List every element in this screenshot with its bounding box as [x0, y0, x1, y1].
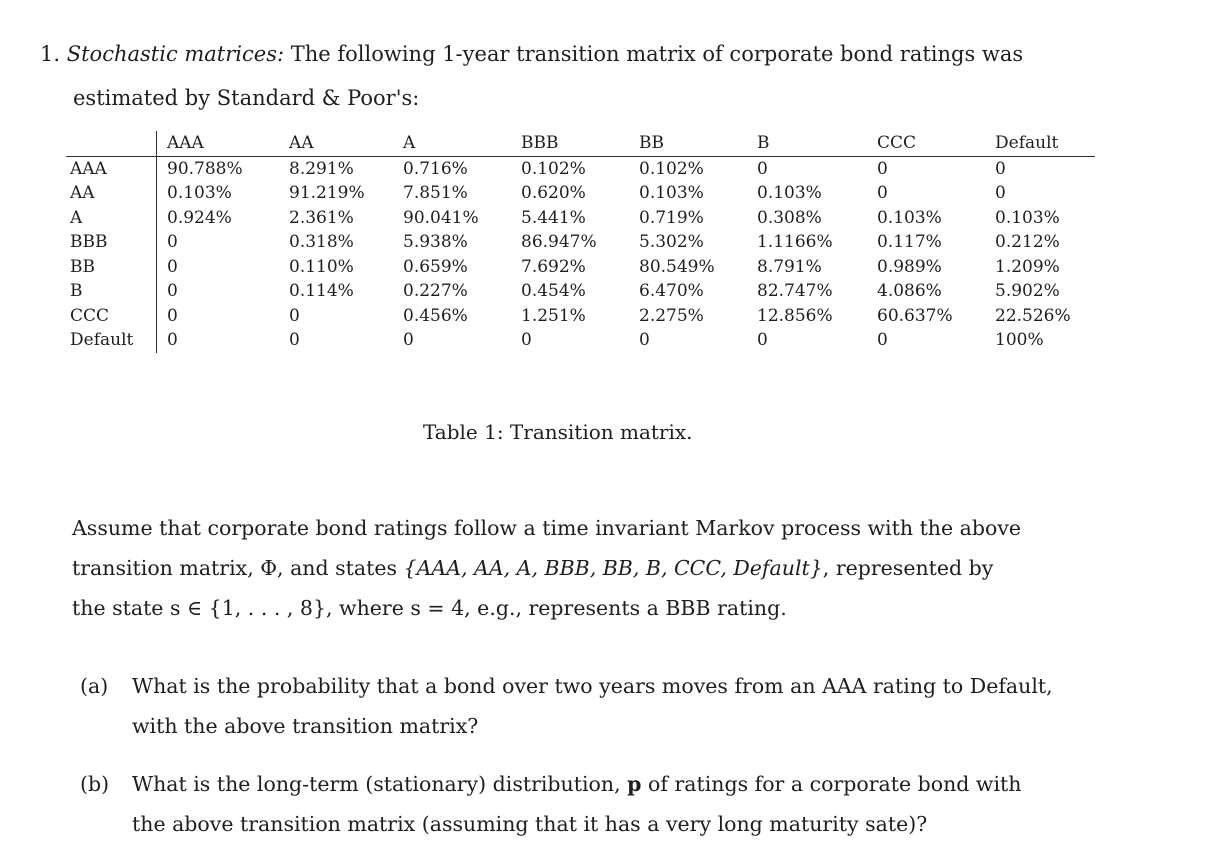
matrix-cell: 0.102%	[639, 158, 704, 179]
matrix-cell: 2.361%	[289, 207, 354, 228]
question-a	[80, 666, 1160, 746]
matrix-cell: 0.227%	[403, 281, 468, 301]
matrix-cell: 5.441%	[521, 207, 586, 228]
matrix-cell: 4.086%	[877, 281, 942, 301]
matrix-cell: 0	[757, 330, 768, 350]
table-row	[66, 304, 1095, 329]
matrix-cell: 7.851%	[403, 183, 468, 203]
question-a-line1: What is the probability that a bond over two years moves from an AAA rating to Default,	[132, 674, 1053, 698]
problem-number: 1.	[40, 42, 61, 66]
matrix-cell: 0	[167, 281, 178, 301]
matrix-cell: 0.308%	[757, 207, 822, 228]
question-a-label: (a)	[80, 674, 109, 698]
matrix-cell: 0.110%	[289, 256, 354, 277]
matrix-cell: 0	[167, 330, 178, 350]
matrix-cell: 5.902%	[995, 281, 1060, 301]
table-body	[66, 156, 1095, 353]
matrix-cell: 0.924%	[167, 207, 232, 228]
intro-text-line1: The following 1-year transition matrix of corporate bond ratings was	[290, 42, 1024, 66]
matrix-cell: 0	[289, 305, 300, 326]
matrix-cell: 0.989%	[877, 256, 942, 277]
matrix-cell: 0	[521, 330, 532, 350]
table-row	[66, 206, 1095, 231]
problem-title: Stochastic matrices:	[66, 42, 285, 66]
matrix-cell: 0.103%	[167, 183, 232, 203]
matrix-cell: 90.041%	[403, 207, 479, 228]
paragraph-line2-post: , represented by	[822, 556, 994, 580]
matrix-cell: 0.103%	[639, 183, 704, 203]
matrix-cell: 100%	[995, 330, 1044, 350]
state-set: {AAA, AA, A, BBB, BB, B, CCC, Default}	[403, 556, 823, 580]
matrix-cell: 1.1166%	[757, 232, 833, 252]
table-row	[66, 156, 1095, 181]
matrix-cell: 12.856%	[757, 305, 833, 326]
table-row	[66, 279, 1095, 304]
matrix-cell: 90.788%	[167, 158, 243, 179]
intro-text-line2: estimated by Standard & Poor's:	[73, 86, 420, 110]
table-row	[66, 181, 1095, 206]
matrix-cell: 0.103%	[757, 183, 822, 203]
matrix-cell: 7.692%	[521, 256, 586, 277]
row-header: BBB	[66, 230, 157, 255]
matrix-cell: 86.947%	[521, 232, 597, 252]
column-header: AA	[279, 131, 393, 156]
table-row	[66, 328, 1095, 353]
column-header: AAA	[157, 131, 280, 156]
matrix-cell: 0.716%	[403, 158, 468, 179]
row-header: AAA	[66, 156, 157, 181]
paragraph-line1: Assume that corporate bond ratings follow a time invariant Markov process with the above	[72, 516, 1022, 540]
matrix-cell: 1.209%	[995, 256, 1060, 277]
column-header: B	[747, 131, 867, 156]
matrix-cell: 82.747%	[757, 281, 833, 301]
matrix-cell: 0.719%	[639, 207, 704, 228]
question-a-line2: with the above transition matrix?	[132, 714, 479, 738]
row-header: Default	[66, 328, 157, 353]
matrix-cell: 0	[639, 330, 650, 350]
column-header: BB	[629, 131, 747, 156]
table-row	[66, 230, 1095, 255]
matrix-cell: 0	[167, 256, 178, 277]
matrix-cell: 0.103%	[877, 207, 942, 228]
matrix-cell: 1.251%	[521, 305, 586, 326]
row-header: CCC	[66, 304, 157, 329]
matrix-cell: 60.637%	[877, 305, 953, 326]
paragraph-line2-pre: transition matrix, Φ, and states	[72, 556, 404, 580]
column-header: Default	[985, 131, 1095, 156]
row-header: AA	[66, 181, 157, 206]
question-b-line2: the above transition matrix (assuming that it has a very long maturity sate)?	[132, 812, 928, 836]
column-header: CCC	[867, 131, 985, 156]
matrix-cell: 5.938%	[403, 232, 468, 252]
vector-p: p	[627, 772, 642, 796]
question-b-label: (b)	[80, 772, 110, 796]
matrix-cell: 80.549%	[639, 256, 715, 277]
table-header-row	[66, 131, 1095, 156]
matrix-cell: 0	[403, 330, 414, 350]
matrix-cell: 0.114%	[289, 281, 354, 301]
matrix-cell: 0	[877, 158, 888, 179]
matrix-cell: 8.291%	[289, 158, 354, 179]
matrix-cell: 0	[995, 158, 1006, 179]
transition-matrix-table	[66, 131, 1095, 353]
question-b-line1-pre: What is the long-term (stationary) distribution,	[132, 772, 628, 796]
table-row	[66, 255, 1095, 280]
matrix-cell: 8.791%	[757, 256, 822, 277]
column-header: A	[393, 131, 511, 156]
matrix-cell: 0.318%	[289, 232, 354, 252]
matrix-cell: 0	[289, 330, 300, 350]
table-corner-cell	[66, 131, 157, 156]
matrix-cell: 6.470%	[639, 281, 704, 301]
matrix-cell: 0.103%	[995, 207, 1060, 228]
matrix-cell: 0	[167, 232, 178, 252]
matrix-cell: 0	[877, 183, 888, 203]
matrix-cell: 0	[995, 183, 1006, 203]
matrix-cell: 0.212%	[995, 232, 1060, 252]
matrix-cell: 0	[757, 158, 768, 179]
row-header: BB	[66, 255, 157, 280]
column-header: BBB	[511, 131, 629, 156]
matrix-cell: 0.102%	[521, 158, 586, 179]
matrix-cell: 2.275%	[639, 305, 704, 326]
matrix-cell: 0.454%	[521, 281, 586, 301]
matrix-cell: 0.456%	[403, 305, 468, 326]
matrix-cell: 0.620%	[521, 183, 586, 203]
matrix-cell: 5.302%	[639, 232, 704, 252]
problem-statement	[40, 32, 1170, 120]
paragraph-line3: the state s ∈ {1, . . . , 8}, where s = 4, e.g., represents a BBB rating.	[72, 596, 787, 620]
row-header: A	[66, 206, 157, 231]
matrix-cell: 91.219%	[289, 183, 365, 203]
matrix-cell: 22.526%	[995, 305, 1071, 326]
matrix-cell: 0.659%	[403, 256, 468, 277]
question-b-line1-post: of ratings for a corporate bond with	[641, 772, 1022, 796]
question-b-line1	[80, 764, 1160, 804]
matrix-cell: 0.117%	[877, 232, 942, 252]
table-caption: Table 1: Transition matrix.	[423, 420, 693, 444]
question-b	[80, 764, 1160, 844]
assumption-paragraph	[72, 508, 1162, 628]
row-header: B	[66, 279, 157, 304]
matrix-cell: 0	[167, 305, 178, 326]
matrix-cell: 0	[877, 330, 888, 350]
